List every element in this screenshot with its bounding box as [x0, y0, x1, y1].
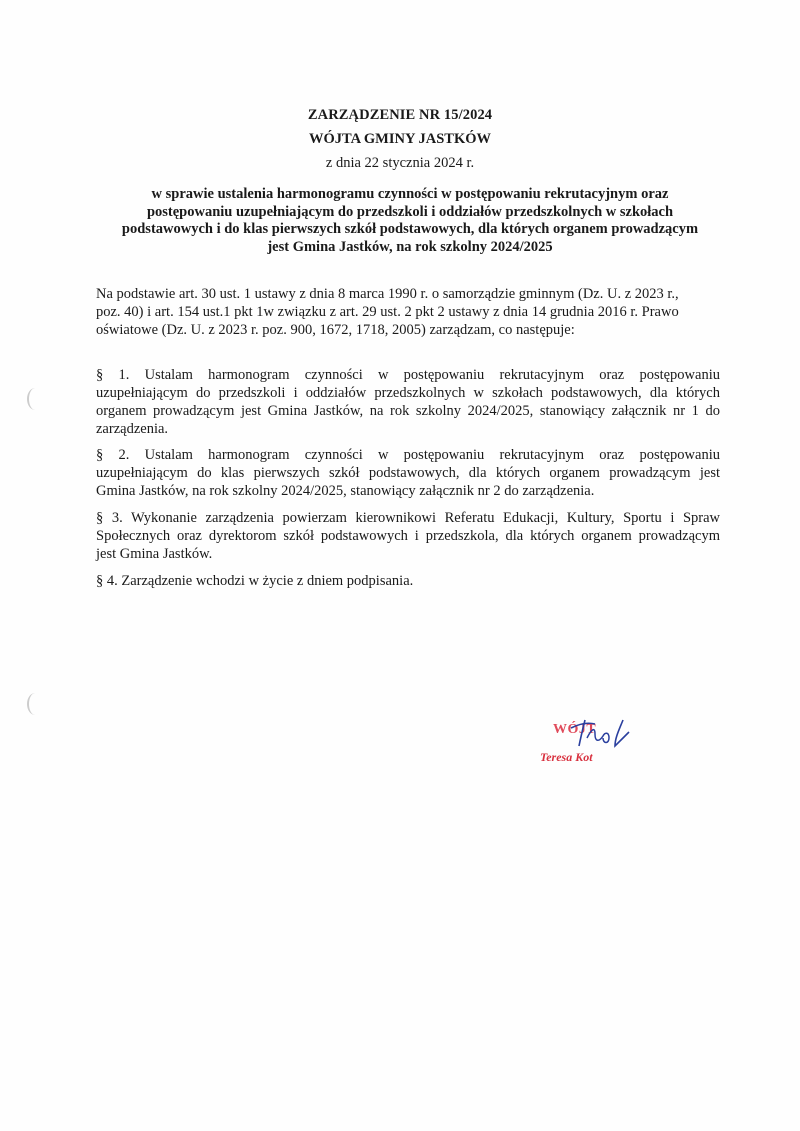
paragraph-line: Gmina Jastków, na rok szkolny 2024/2025, stanowiący załącznik nr 2 do zarządzenia. [96, 483, 595, 499]
section-2-paragraph [96, 446, 720, 500]
section-4-paragraph [96, 572, 720, 590]
subject-line: w sprawie ustalenia harmonogramu czynności w postępowaniu rekrutacyjnym oraz [151, 186, 669, 202]
paragraph-line: uzupełniającym do klas pierwszych szkół podstawowych, dla których organem prowadzącym jest [96, 465, 720, 481]
section-1-paragraph [96, 366, 720, 438]
subject-line: jest Gmina Jastków, na rok szkolny 2024/2025 [267, 238, 553, 255]
paragraph-line: Na podstawie art. 30 ust. 1 ustawy z dnia 8 marca 1990 r. o samorządzie gminnym (Dz. U. z 2023 r., [96, 286, 679, 302]
legal-basis-paragraph [96, 285, 720, 339]
punch-hole-mark [27, 388, 43, 410]
signatory-name: Teresa Kot [540, 750, 593, 764]
subject-line: podstawowych i do klas pierwszych szkół podstawowych, dla których organem prowadzącym [121, 221, 699, 237]
handwritten-signature-icon [565, 716, 645, 750]
paragraph-line: § 4. Zarządzenie wchodzi w życie z dniem podpisania. [96, 573, 414, 589]
document-title: ZARZĄDZENIE NR 15/2024 [307, 107, 493, 123]
signature-stamp-role: WÓJT [553, 722, 597, 737]
punch-hole-mark [27, 693, 43, 715]
signature-block [535, 722, 655, 782]
paragraph-line: Społecznych oraz dyrektorom szkół podstawowych i przedszkola, dla których organem prowadzącym [96, 528, 720, 544]
paragraph-line: organem prowadzącym jest Gmina Jastków, na rok szkolny 2024/2025, stanowiący załącznik nr 1 do [96, 403, 720, 419]
paragraph-line: uzupełniającym do przedszkoli i oddziałów przedszkolnych w szkołach podstawowych, dla których [96, 385, 720, 401]
paragraph-line: oświatowe (Dz. U. z 2023 r. poz. 900, 1672, 1718, 2005) zarządzam, co następuje: [96, 322, 575, 338]
section-3-paragraph [96, 509, 720, 563]
paragraph-line: § 1. Ustalam harmonogram czynności w postępowaniu rekrutacyjnym oraz postępowaniu [96, 367, 720, 383]
subject-line: postępowaniu uzupełniającym do przedszkoli i oddziałów przedszkolnych w szkołach [146, 203, 674, 220]
paragraph-line: poz. 40) i art. 154 ust.1 pkt 1w związku z art. 29 ust. 2 pkt 2 ustawy z dnia 14 grudnia 2016 r. Prawo [96, 304, 679, 320]
paragraph-line: § 2. Ustalam harmonogram czynności w postępowaniu rekrutacyjnym oraz postępowaniu [96, 447, 720, 463]
paragraph-line: zarządzenia. [96, 421, 169, 437]
document-issuer: WÓJTA GMINY JASTKÓW [308, 131, 492, 147]
paragraph-line: § 3. Wykonanie zarządzenia powierzam kierownikowi Referatu Edukacji, Kultury, Sportu i Spraw [96, 510, 720, 526]
document-date: z dnia 22 stycznia 2024 r. [325, 155, 475, 171]
document-subject [100, 186, 720, 256]
paragraph-line: jest Gmina Jastków. [96, 546, 213, 562]
